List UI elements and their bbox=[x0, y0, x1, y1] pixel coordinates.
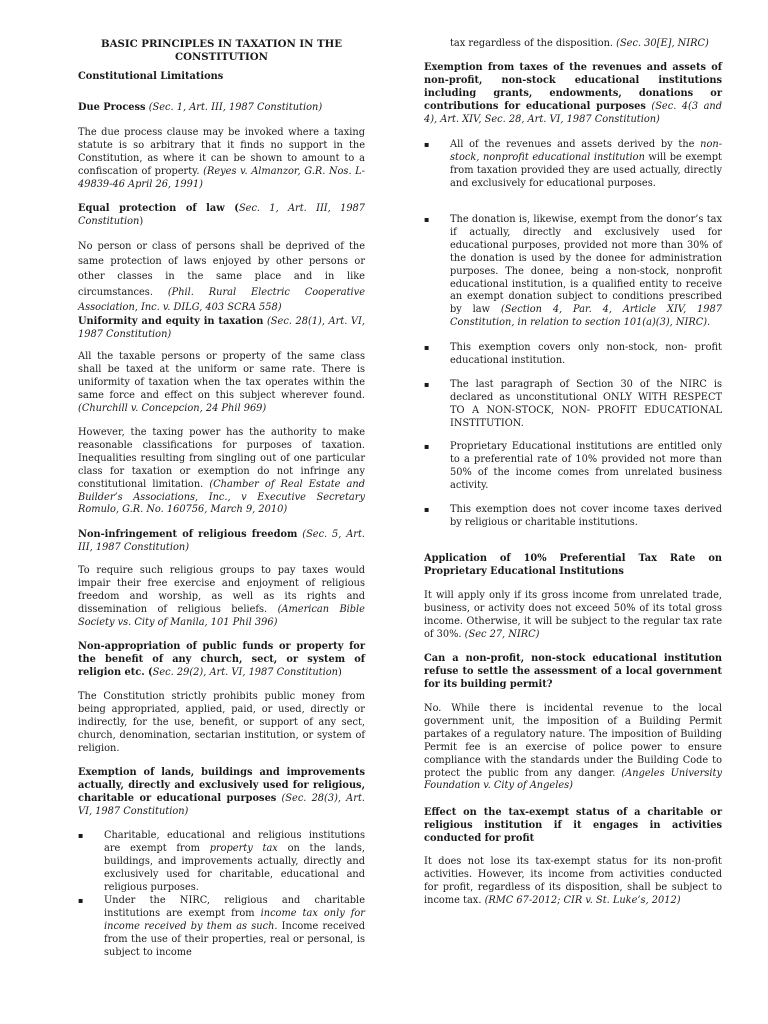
list-item-text: The donation is, likewise, exempt from the donor’s tax if actually, directly and exclusively used for educational purposes, provided not more than 30% of the donation is used by the donee for administration purposes. The donee, being a non-stock, nonprofit educational institution, is a qualified entity to receive an exempt donation subject to conditions prescribed by law (Section 4, Par. 4, Article XIV, 1987 Constitution, in relation to section 101(a)(3), NIRC). bbox=[450, 214, 722, 329]
exemption-lands-title: Exemption of lands, buildings and improvements actually, directly and exclusively used for religious, charitable or educational purposes bbox=[78, 767, 365, 804]
uniformity-citation: (Sec. 28(1), Art. VI, 1987 Constitution) bbox=[78, 316, 365, 340]
religious-freedom-citation: (Sec. 5, Art. III, 1987 Constitution) bbox=[78, 529, 366, 553]
exemption-lands-citation: (Sec. 28(3), Art. VI, 1987 Constitution) bbox=[78, 792, 365, 817]
bullet-icon: ▪ bbox=[424, 505, 430, 514]
building-permit-heading: Can a non-profit, non-stock educational institution refuse to settle the assessment of a local government for its building permit? bbox=[424, 653, 722, 690]
public-funds-title: Non-appropriation of public funds or property for the benefit of any church, sect, or system of religion etc. bbox=[78, 641, 365, 678]
page-title bbox=[78, 38, 365, 63]
list-item bbox=[78, 895, 366, 958]
uniformity-body-2: However, the taxing power has the authority to make reasonable classifications for purposes of taxation. Inequalities resulting from singling out of one particular class for taxation or exemption do not infringe any constitutional limitation. bbox=[78, 427, 365, 490]
religious-freedom-case: (American Bible Society vs. City of Manila, 101 Phil 396) bbox=[78, 603, 365, 628]
list-item-text: All of the revenues and assets derived by the non-stock, nonprofit educational institution will be exempt from taxation provided they are used actually, directly and exclusively for educational purposes. bbox=[450, 139, 722, 189]
bullet-icon: ▪ bbox=[424, 343, 430, 352]
due-process-paragraph bbox=[78, 127, 365, 192]
bullet-icon: ▪ bbox=[78, 896, 84, 905]
nonprofit-title: Exemption from taxes of the revenues and assets of non-profit, non-stock educational institutions including grants, endowments, donations or contributions for educational purposes bbox=[424, 62, 722, 112]
bullet-icon: ▪ bbox=[424, 380, 430, 389]
religious-freedom-title: Non-infringement of religious freedom bbox=[78, 529, 298, 540]
title-line-2: CONSTITUTION bbox=[175, 50, 268, 63]
due-process-heading bbox=[78, 102, 365, 115]
bullet-icon: ▪ bbox=[424, 442, 430, 451]
list-item bbox=[424, 214, 722, 334]
public-funds-heading: Non-appropriation of public funds or property for the benefit of any church, sect, or system of religion etc. (Sec. 29(2), Art. VI, 1987 Constitution) bbox=[78, 641, 365, 678]
nonprofit-citation: (Sec. 4(3 and 4), Art. XIV, Sec. 28, Art. VI, 1987 Constitution) bbox=[424, 100, 722, 125]
uniformity-paragraph-2 bbox=[78, 427, 365, 517]
due-process-citation: (Sec. 1, Art. III, 1987 Constitution) bbox=[148, 102, 323, 113]
list-item bbox=[78, 830, 366, 893]
list-item-text: Proprietary Educational institutions are entitled only to a preferential rate of 10% provided not more than 50% of the income comes from unrelated business activity. bbox=[450, 441, 722, 491]
uniformity-paragraph-1 bbox=[78, 351, 365, 416]
list-item-text: Under the NIRC, religious and charitable institutions are exempt from income tax only for income received by them as such. Income received from the use of their properties, real or personal, is subject to income bbox=[104, 895, 366, 958]
bullet-icon: ▪ bbox=[78, 831, 84, 840]
constitutional-limitations-heading: Constitutional Limitations bbox=[78, 71, 224, 82]
building-permit-citation: (Angeles University Foundation v. City of Angeles) bbox=[424, 767, 722, 792]
bullet-icon: ▪ bbox=[424, 215, 430, 224]
equal-protection-heading: Equal protection of law (Sec. 1, Art. III, 1987 Constitution) bbox=[78, 203, 366, 227]
list-item bbox=[424, 139, 722, 205]
uniformity-case-2: (Chamber of Real Estate and Builder’s Associations, Inc., v Executive Secretary Romulo, G.R. No. 160756, March 9, 2010) bbox=[78, 478, 365, 516]
list-item bbox=[424, 441, 722, 493]
preferential-citation: (Sec 27, NIRC) bbox=[464, 628, 540, 640]
religious-freedom-paragraph bbox=[78, 565, 365, 630]
bullet-icon: ▪ bbox=[424, 140, 430, 149]
preferential-heading: Application of 10% Preferential Tax Rate on Proprietary Educational Institutions bbox=[424, 553, 722, 577]
due-process-body: The due process clause may be invoked where a taxing statute is so arbitrary that it finds no support in the Constitution, as where it can be shown to amount to a confiscation of property. bbox=[78, 127, 365, 177]
religious-freedom-heading bbox=[78, 529, 365, 555]
effect-heading: Effect on the tax-exempt status of a charitable or religious institution if it engages in activities conducted for profit bbox=[424, 807, 722, 844]
public-funds-body: The Constitution strictly prohibits public money from being appropriated, applied, paid, or used, directly or indirectly, for the use, benefit, or support of any sect, church, denomination, sectarian institution, or system of religion. bbox=[78, 691, 365, 754]
effect-citation: (RMC 67-2012; CIR v. St. Luke’s, 2012) bbox=[484, 894, 681, 906]
preferential-paragraph: It will apply only if its gross income from unrelated trade, business, or activity does not exceed 50% of its total gross income. Otherwise, it will be subject to the regular tax rate of 30%. (Sec 27, NIRC) bbox=[424, 590, 722, 640]
public-funds-citation: Sec. 29(2), Art. VI, 1987 Constitution bbox=[152, 666, 338, 678]
equal-protection-citation: Sec. 1, Art. III, 1987 Constitution bbox=[78, 203, 366, 227]
carryover-text: tax regardless of the disposition. (Sec. 30[E], NIRC) bbox=[450, 38, 709, 49]
list-item-text: Charitable, educational and religious institutions are exempt from property tax on the lands, buildings, and improvements actually, directly and exclusively used for charitable, educational and religious purposes. bbox=[104, 830, 366, 893]
equal-protection-body: No person or class of persons shall be deprived of the same protection of laws enjoyed by other persons or other classes in the same place and in like circumstances. bbox=[78, 241, 365, 298]
list-item bbox=[424, 379, 722, 431]
due-process-case: (Reyes v. Almanzor, G.R. Nos. L-49839-46 April 26, 1991) bbox=[78, 165, 365, 190]
nonprofit-heading bbox=[424, 62, 722, 127]
exemption-lands-heading bbox=[78, 767, 365, 819]
equal-protection-paragraph bbox=[78, 239, 365, 315]
public-funds-paragraph bbox=[78, 691, 365, 756]
religious-freedom-body: To require such religious groups to pay taxes would impair their free exercise and enjoyment of religious freedom and worship, as well as its rights and dissemination of religious beliefs. bbox=[78, 565, 365, 615]
list-item-text: This exemption covers only non-stock, non- profit educational institution. bbox=[450, 342, 722, 366]
due-process-title: Due Process bbox=[78, 102, 146, 113]
uniformity-body: All the taxable persons or property of the same class shall be taxed at the uniform or same rate. There is uniformity of taxation when the tax operates within the same force and effect on this subject wherever found. bbox=[78, 351, 365, 401]
effect-paragraph: It does not lose its tax-exempt status for its non-profit activities. However, its income from activities conducted for profit, regardless of its disposition, shall be subject to income tax. (RMC 67-2012; CIR v. St. Luke’s, 2012) bbox=[424, 856, 722, 906]
equal-protection-title: Equal protection of law bbox=[78, 203, 225, 214]
list-item-text: The last paragraph of Section 30 of the NIRC is declared as unconstitutional ONLY WITH RESPECT TO A NON-STOCK, NON- PROFIT EDUCATIONAL INSTITUTION. bbox=[450, 379, 722, 429]
uniformity-case: (Churchill v. Concepcion, 24 Phil 969) bbox=[78, 402, 267, 414]
uniformity-heading bbox=[78, 316, 365, 342]
building-permit-paragraph: No. While there is incidental revenue to the local government unit, the imposition of a Building Permit partakes of a regulatory nature. The imposition of Building Permit fee is an exercise of police power to ensure compliance with the standards under the Building Code to protect the public from any danger. (Angeles University Foundation v. City of Angeles) bbox=[424, 703, 722, 792]
title-line-1: BASIC PRINCIPLES IN TAXATION IN THE bbox=[101, 38, 342, 50]
equal-protection-case: (Phil. Rural Electric Cooperative Association, Inc. v. DILG, 403 SCRA 558) bbox=[78, 286, 365, 313]
list-item-text: This exemption does not cover income taxes derived by religious or charitable institutions. bbox=[450, 504, 722, 528]
list-item bbox=[424, 504, 722, 530]
carryover-citation: (Sec. 30[E], NIRC) bbox=[616, 38, 709, 49]
uniformity-title: Uniformity and equity in taxation bbox=[78, 316, 264, 327]
list-item bbox=[424, 342, 722, 368]
